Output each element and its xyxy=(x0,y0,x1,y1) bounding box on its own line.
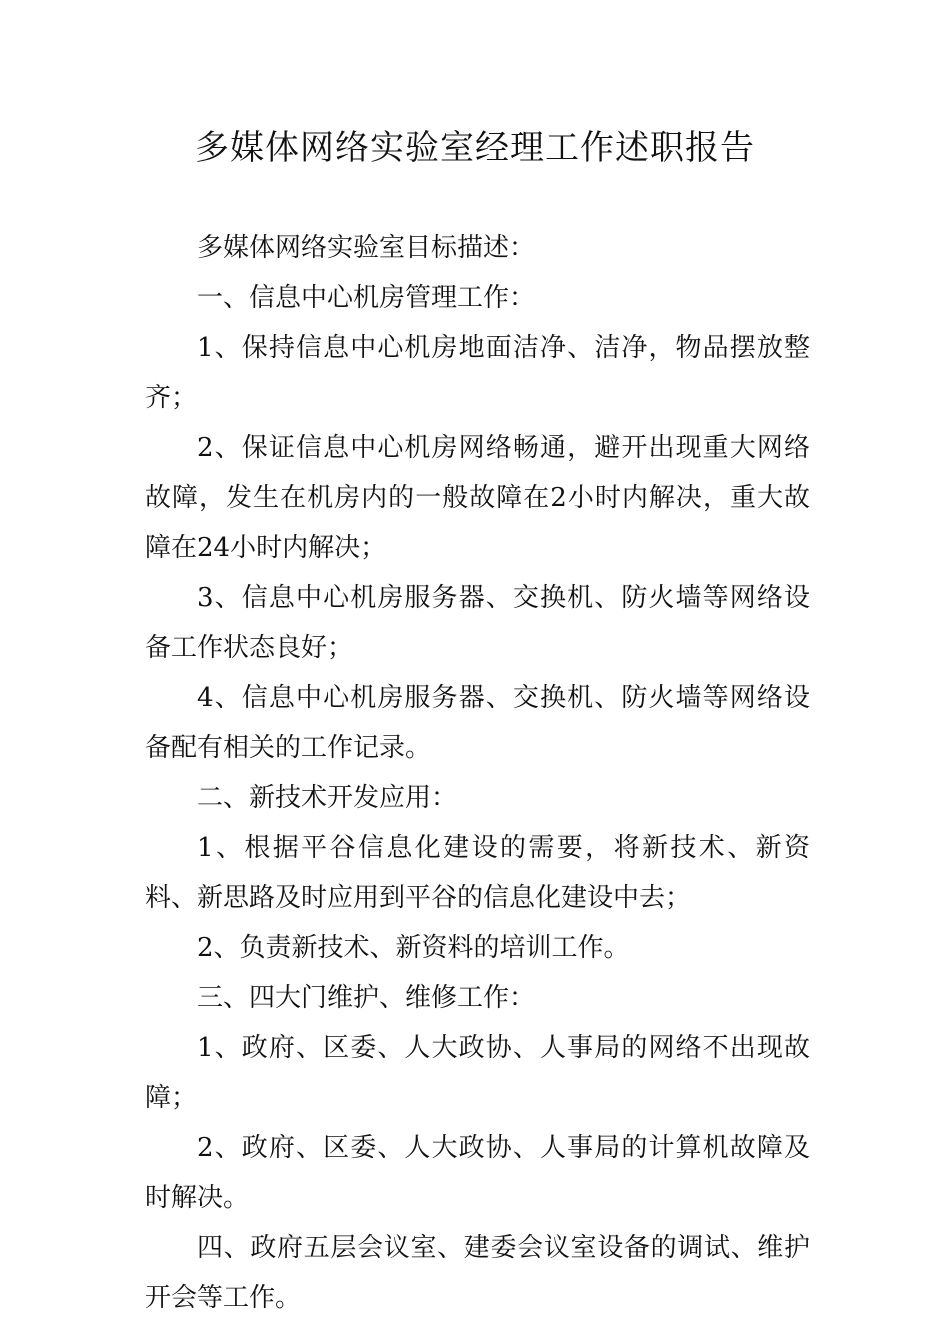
paragraph-section-1-item-1: 1、保持信息中心机房地面洁净、洁净，物品摆放整齐； xyxy=(145,333,810,413)
document-body xyxy=(145,223,810,1323)
paragraph-goal-heading: 多媒体网络实验室目标描述： xyxy=(197,233,536,263)
paragraph-section-4-heading: 四、政府五层会议室、建委会议室设备的调试、维护开会等工作。 xyxy=(145,1233,810,1313)
paragraph-section-2-heading: 二、新技术开发应用： xyxy=(197,783,458,813)
paragraph-section-1-item-3: 3、信息中心机房服务器、交换机、防火墙等网络设备工作状态良好； xyxy=(145,583,810,663)
paragraph-section-1-item-4: 4、信息中心机房服务器、交换机、防火墙等网络设备配有相关的工作记录。 xyxy=(145,683,810,763)
paragraph-section-1-heading: 一、信息中心机房管理工作： xyxy=(197,283,536,313)
paragraph-section-2-item-1: 1、根据平谷信息化建设的需要，将新技术、新资料、新思路及时应用到平谷的信息化建设中去； xyxy=(145,833,810,913)
paragraph-section-1-item-2: 2、保证信息中心机房网络畅通，避开出现重大网络故障，发生在机房内的一般故障在2小时内解决，重大故障在24小时内解决； xyxy=(145,433,810,563)
paragraph-section-3-heading: 三、四大门维护、维修工作： xyxy=(197,983,536,1013)
paragraph-section-3-item-1: 1、政府、区委、人大政协、人事局的网络不出现故障； xyxy=(145,1033,810,1113)
document-title: 多媒体网络实验室经理工作述职报告 xyxy=(195,128,755,168)
paragraph-section-2-item-2: 2、负责新技术、新资料的培训工作。 xyxy=(197,933,630,963)
paragraph-section-3-item-2: 2、政府、区委、人大政协、人事局的计算机故障及时解决。 xyxy=(145,1133,810,1213)
